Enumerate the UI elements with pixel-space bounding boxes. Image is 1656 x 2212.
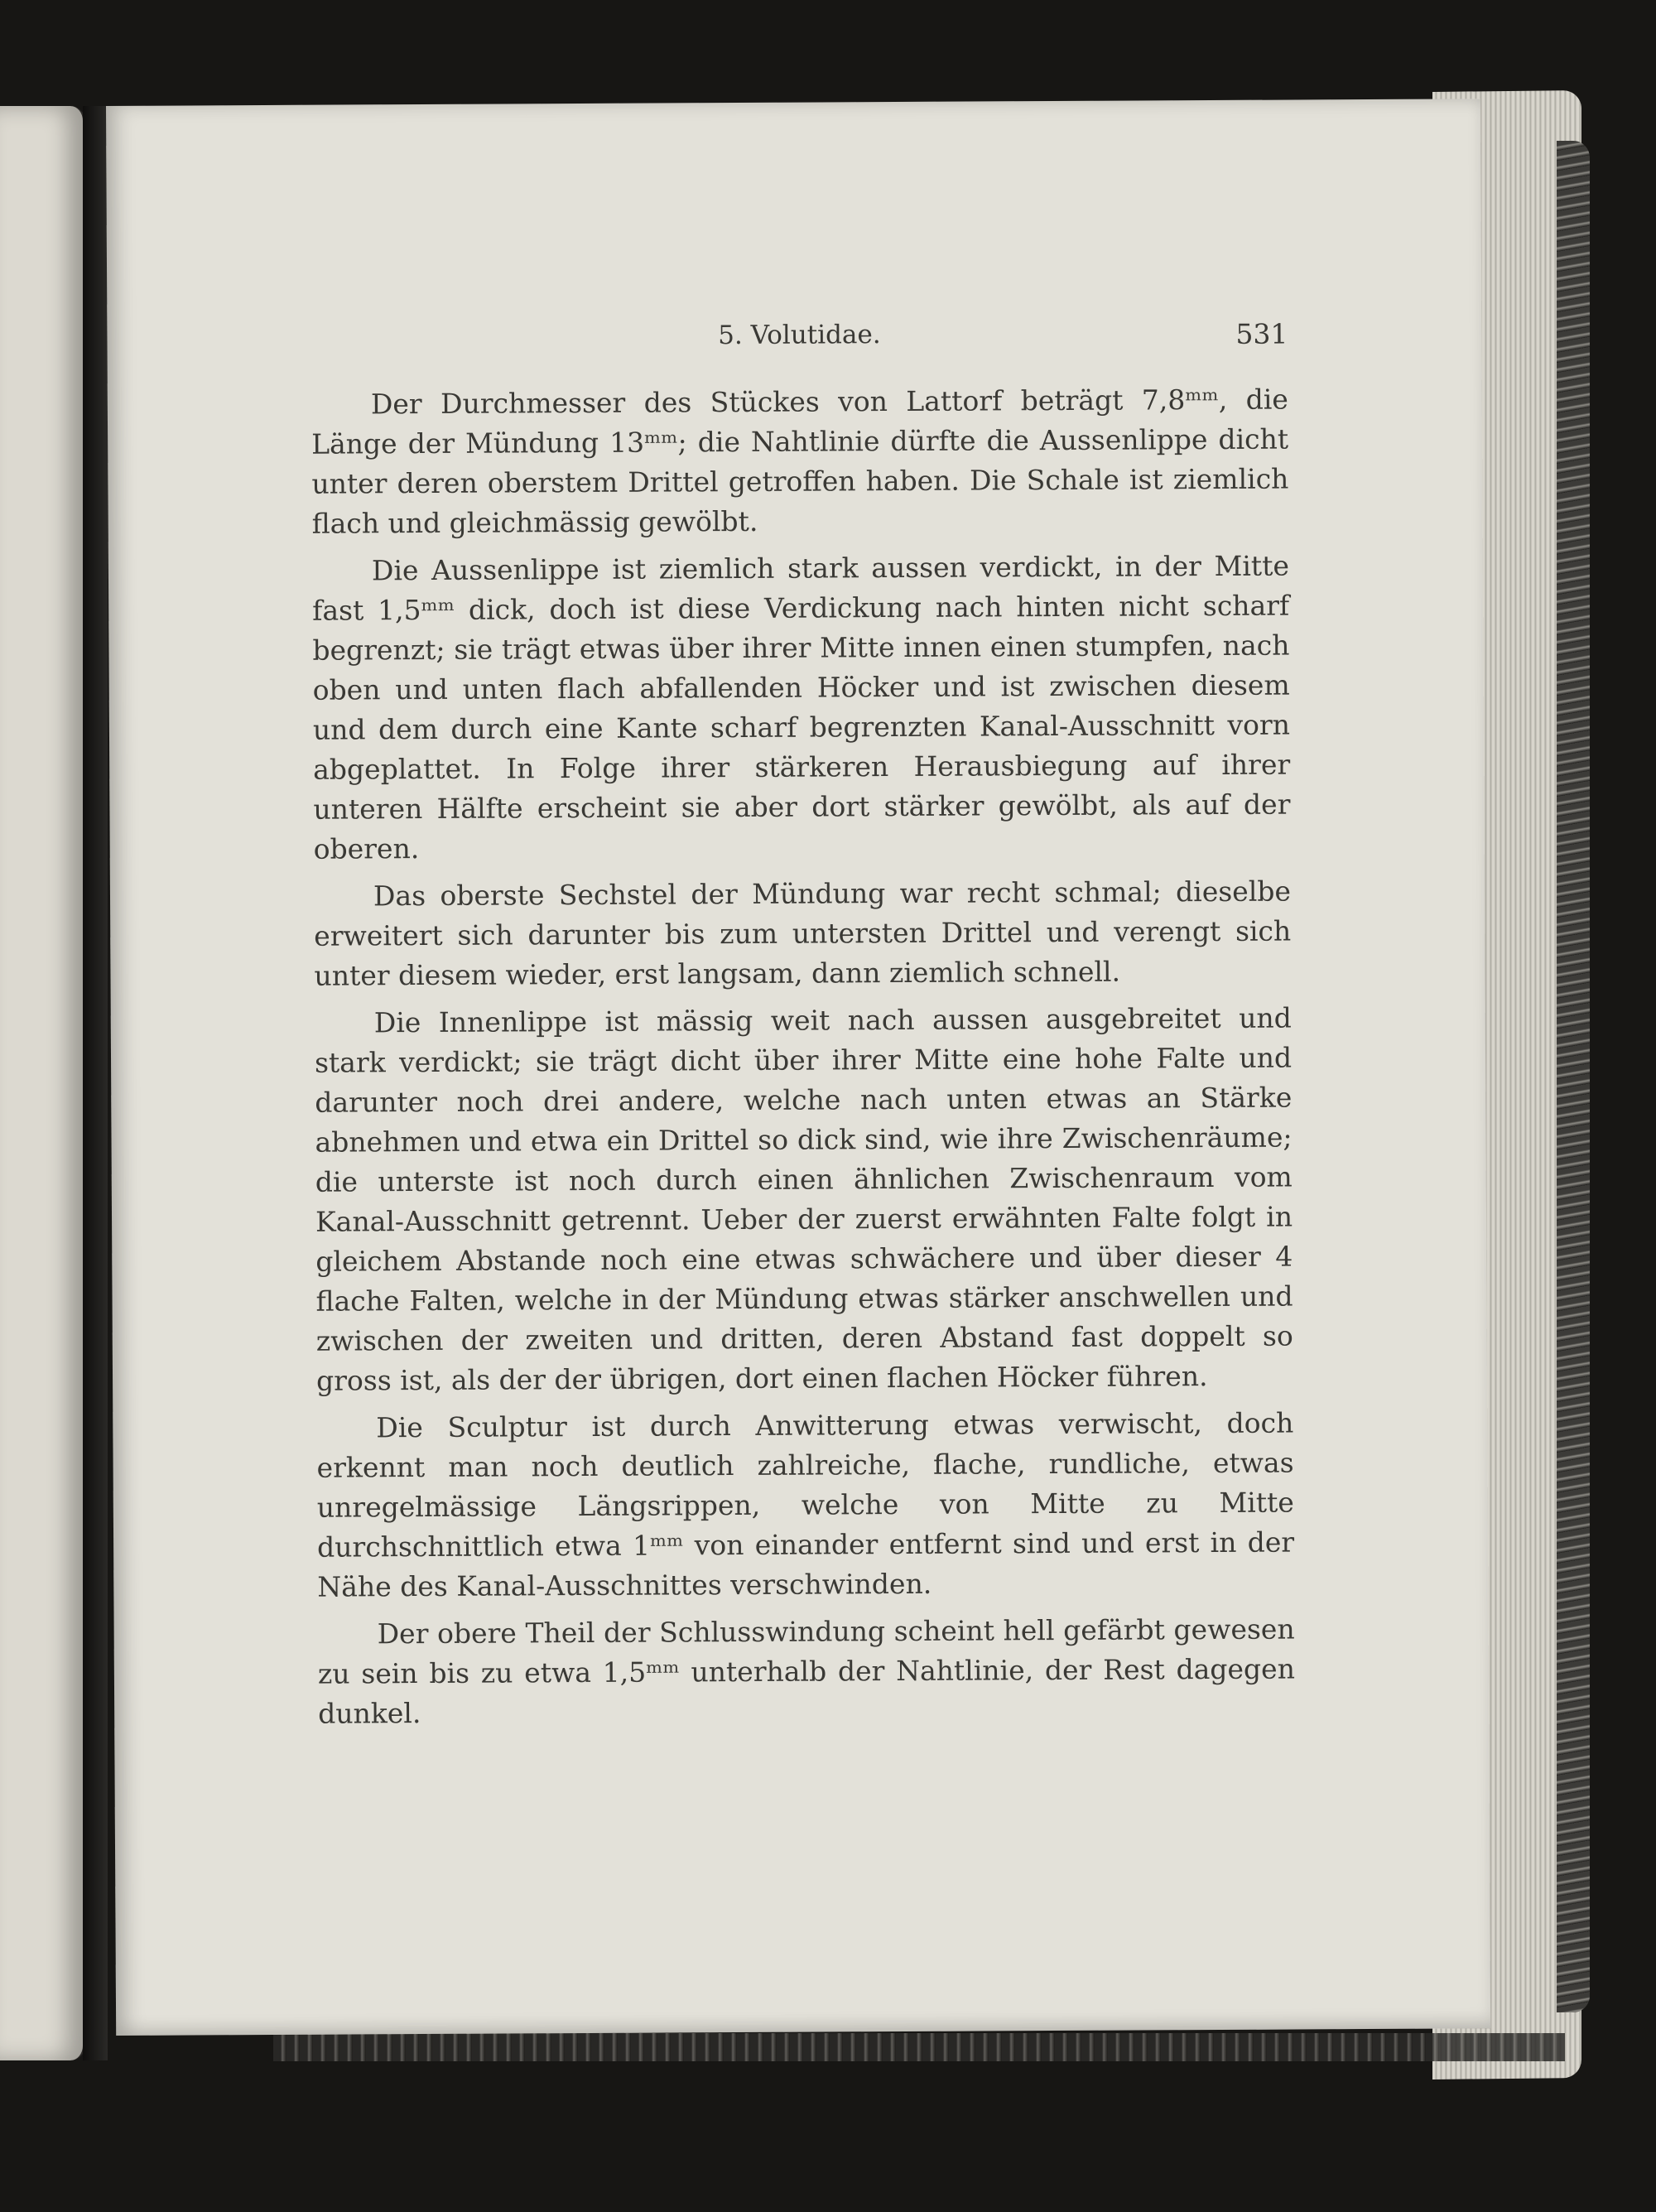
book-page	[106, 99, 1490, 2036]
paragraph: Das oberste Sechstel der Mündung war recht schmal; dieselbe erweitert sich darunter bis zum untersten Drittel und verengt sich unter diesem wieder, erst langsam, dann ziemlich schnell.	[314, 875, 1292, 992]
paragraph: Die Aussenlippe ist ziemlich stark aussen verdickt, in der Mitte fast 1,5ᵐᵐ dick, doch ist diese Verdickung nach hinten nicht scharf begrenzt; sie trägt etwas über ihrer Mitte innen einen stumpfen, nach oben und unten flach abfallenden Höcker und ist zwischen diesem und dem durch eine Kante scharf begrenzten Kanal-Ausschnitt vorn abgeplattet. In Folge ihrer stärkeren Herausbiegung auf ihrer unteren Hälfte erscheint sie aber dort stärker gewölbt, als auf der oberen.	[312, 549, 1291, 865]
paragraph: Die Innenlippe ist mässig weit nach aussen ausgebreitet und stark verdickt; sie trägt dicht über ihrer Mitte eine hohe Falte und darunter noch drei andere, welche nach unten etwas an Stärke abnehmen und etwa ein Drittel so dick sind, wie ihre Zwischenräume; die unterste ist noch durch einen ähnlichen Zwischenraum vom Kanal-Ausschnitt getrennt. Ueber der zuerst erwähnten Falte folgt in gleichem Abstande noch eine etwas schwächere und über dieser 4 flache Falten, welche in der Mündung etwas stärker anschwellen und zwischen der zweiten und dritten, deren Abstand fast doppelt so gross ist, als der der übrigen, dort einen flachen Höcker führen.	[314, 1001, 1293, 1397]
running-head	[310, 318, 1288, 364]
body-text	[311, 380, 1296, 1742]
paragraph: Der obere Theil der Schlusswindung scheint hell gefärbt gewesen zu sein bis zu etwa 1,5ᵐᵐ unterhalb der Nahtlinie, der Rest dagegen dunkel.	[317, 1612, 1296, 1730]
book-bottom-edge	[273, 2033, 1565, 2061]
page-number: 531	[1235, 317, 1288, 350]
paragraph: Der Durchmesser des Stückes von Lattorf beträgt 7,8ᵐᵐ, die Länge der Mündung 13ᵐᵐ; die Nahtlinie dürfte die Aussenlippe dicht unter deren oberstem Drittel getroffen haben. Die Schale ist ziemlich flach und gleichmässig gewölbt.	[311, 383, 1289, 540]
chapter-title: 5. Volutidae.	[718, 320, 881, 351]
book-cover-edge	[1557, 141, 1590, 2012]
book-gutter	[83, 106, 108, 2060]
paragraph: Die Sculptur ist durch Anwitterung etwas verwischt, doch erkennt man noch deutlich zahlreiche, flache, rundliche, etwas unregelmässige Längsrippen, welche von Mitte zu Mitte durchschnittlich etwa 1ᵐᵐ von einander entfernt sind und erst in der Nähe des Kanal-Ausschnittes verschwinden.	[316, 1406, 1295, 1603]
left-page-edge	[0, 106, 85, 2060]
